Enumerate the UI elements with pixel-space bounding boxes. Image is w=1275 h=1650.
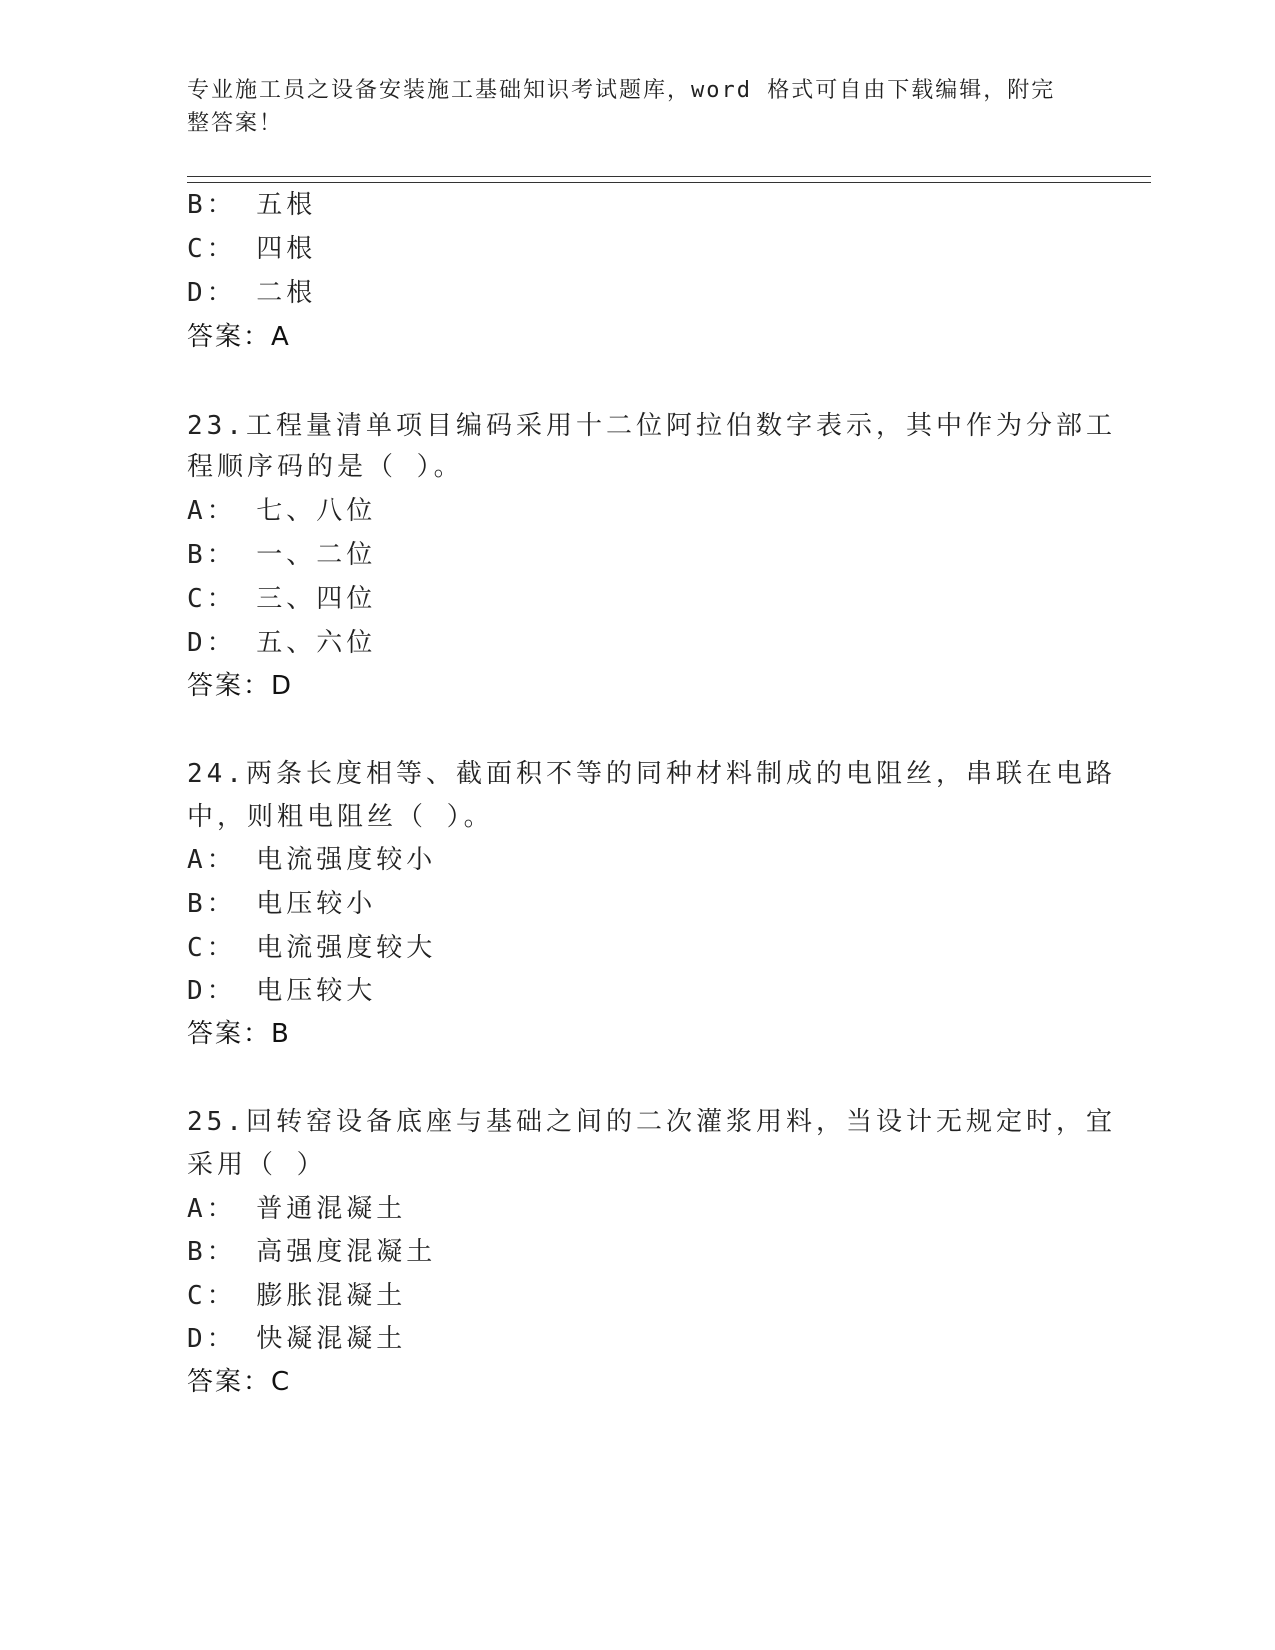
option-b: B： 电压较小 [187, 889, 377, 919]
option-d: D： 快凝混凝土 [187, 1324, 407, 1354]
document-header: 专业施工员之设备安装施工基础知识考试题库，word 格式可自由下载编辑，附完整答案！ [187, 78, 1056, 136]
option-a: A： 七、八位 [187, 496, 377, 526]
option-b: B： 五根 [187, 190, 317, 220]
question-stem: 程顺序码的是（ ）。 [187, 452, 464, 482]
option-c: C： 三、四位 [187, 584, 377, 614]
option-c: C： 电流强度较大 [187, 933, 437, 963]
question-stem: 中，则粗电阻丝（ ）。 [187, 802, 494, 832]
question-stem: 25.回转窑设备底座与基础之间的二次灌浆用料，当设计无规定时，宜 [187, 1107, 1116, 1137]
option-a: A： 电流强度较小 [187, 845, 437, 875]
option-c: C： 四根 [187, 234, 317, 264]
answer-line: 答案：C [187, 1367, 292, 1397]
option-c: C： 膨胀混凝土 [187, 1281, 407, 1311]
question-stem: 采用（ ） [187, 1150, 327, 1180]
header-divider-bottom [187, 182, 1151, 183]
header-divider-top [187, 176, 1151, 177]
option-d: D： 二根 [187, 278, 317, 308]
question-stem: 23.工程量清单项目编码采用十二位阿拉伯数字表示，其中作为分部工 [187, 411, 1116, 441]
question-stem: 24.两条长度相等、截面积不等的同种材料制成的电阻丝，串联在电路 [187, 759, 1116, 789]
option-d: D： 五、六位 [187, 628, 377, 658]
answer-line: 答案：D [187, 671, 294, 701]
option-b: B： 一、二位 [187, 540, 377, 570]
option-a: A： 普通混凝土 [187, 1194, 407, 1224]
answer-line: 答案：A [187, 322, 291, 352]
option-b: B： 高强度混凝土 [187, 1237, 437, 1267]
option-d: D： 电压较大 [187, 976, 377, 1006]
answer-line: 答案：B [187, 1019, 291, 1049]
